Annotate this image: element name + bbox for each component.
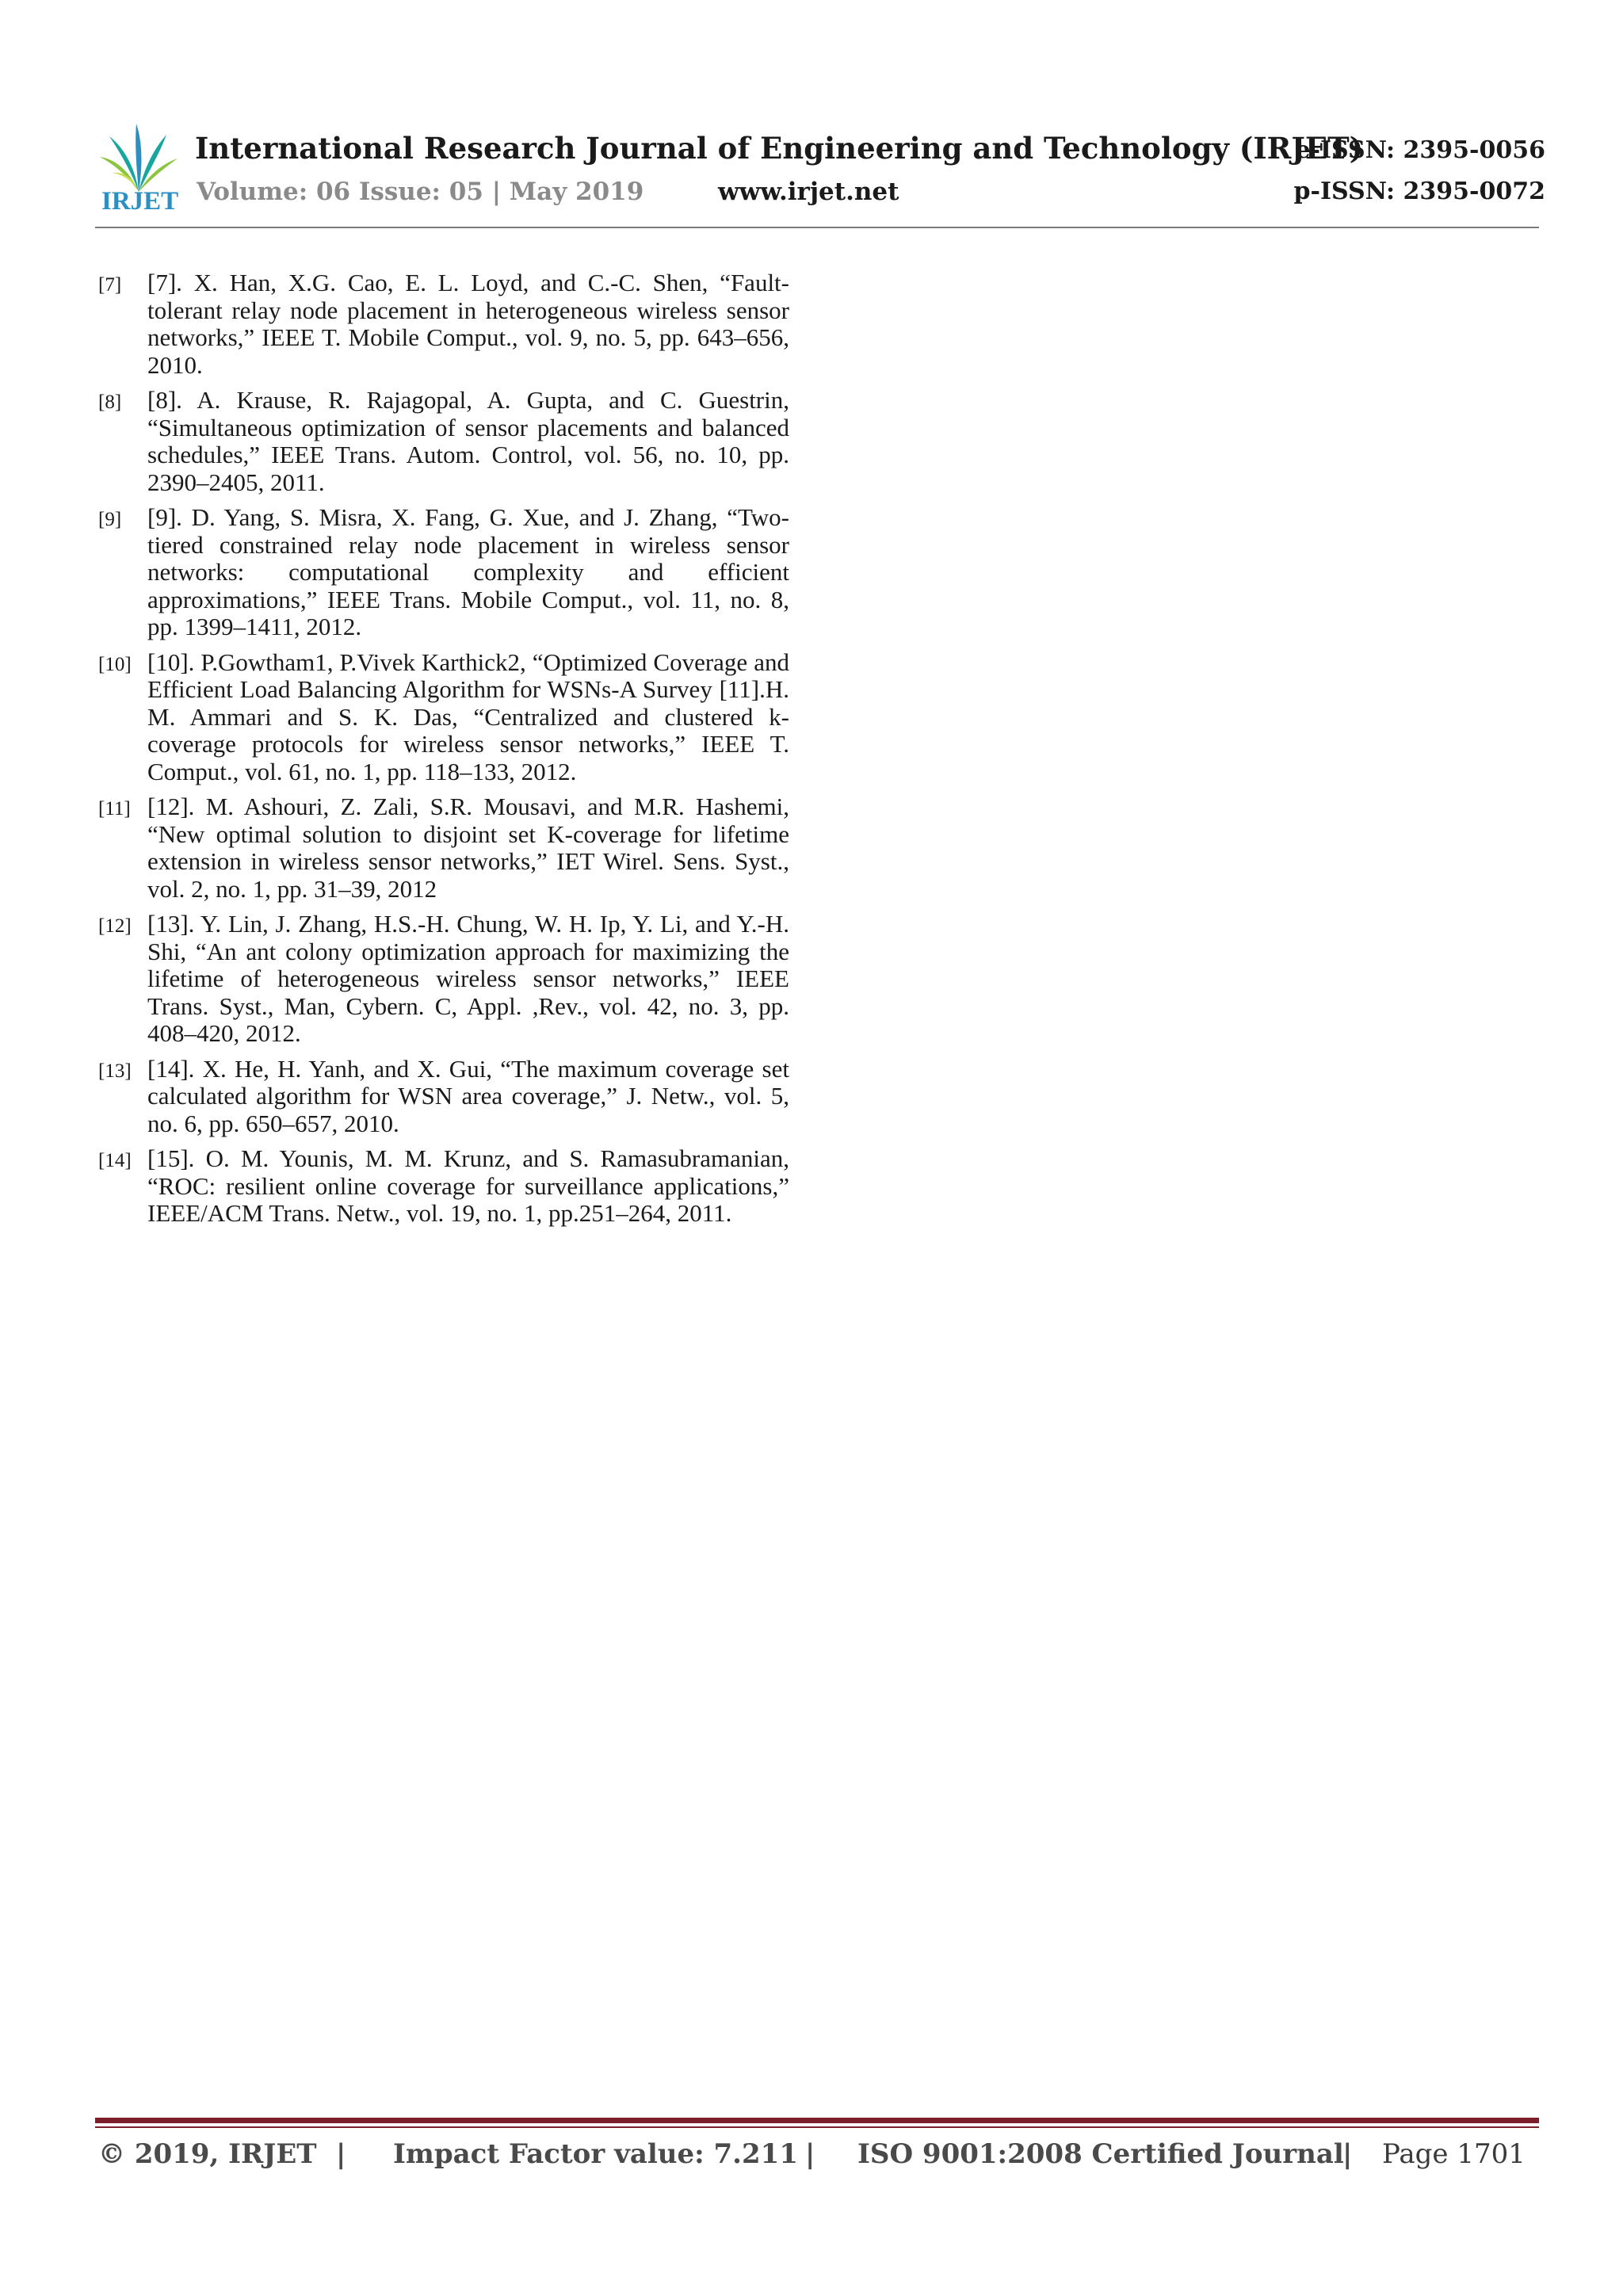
footer-divider-thin [95, 2126, 1539, 2128]
footer-iso-certification: ISO 9001:2008 Certified Journal [857, 2138, 1344, 2170]
footer-separator: | [336, 2138, 346, 2170]
journal-website: www.irjet.net [718, 178, 899, 206]
reference-list [98, 269, 792, 1236]
reference-text: [8]. A. Krause, R. Rajagopal, A. Gupta, and C. Guestrin, “Simultaneous optimization of sensor placements and balanced schedules,” IEEE Trans. Autom. Control, vol. 56, no. 10, pp. 2390–2405, 2011. [147, 386, 789, 496]
reference-item [98, 504, 792, 641]
reference-item [98, 1056, 792, 1138]
header-divider [95, 227, 1539, 228]
reference-number: [10] [98, 653, 132, 675]
reference-item [98, 387, 792, 496]
footer-divider-thick [95, 2118, 1539, 2123]
page-footer [98, 2132, 1539, 2176]
footer-separator: | [1342, 2138, 1353, 2170]
reference-number: [13] [98, 1060, 132, 1082]
reference-text: [15]. O. M. Younis, M. M. Krunz, and S. Ramasubramanian, “ROC: resilient online coverage for surveillance applications,” IEEE/ACM Trans. Netw., vol. 19, no. 1, pp.251–264, 2011. [147, 1144, 789, 1227]
irjet-leaf-icon [95, 119, 182, 198]
footer-copyright: © 2019, IRJET [98, 2138, 317, 2170]
reference-number: [9] [98, 509, 122, 530]
footer-separator: | [805, 2138, 815, 2170]
reference-number: [7] [98, 274, 122, 296]
irjet-logo [95, 119, 182, 218]
reference-number: [11] [98, 798, 131, 819]
reference-text: [7]. X. Han, X.G. Cao, E. L. Loyd, and C.-C. Shen, “Fault-tolerant relay node placement in heterogeneous wireless sensor networks,” IEEE T. Mobile Comput., vol. 9, no. 5, pp. 643–656, 2010. [147, 269, 789, 379]
reference-number: [8] [98, 392, 122, 413]
footer-page-number: Page 1701 [1382, 2138, 1526, 2170]
journal-title: International Research Journal of Engineering and Technology (IRJET) [195, 131, 1364, 166]
p-issn: p-ISSN: 2395-0072 [1293, 178, 1545, 205]
reference-item [98, 793, 792, 903]
reference-text: [13]. Y. Lin, J. Zhang, H.S.-H. Chung, W. H. Ip, Y. Li, and Y.-H. Shi, “An ant colony optimization approach for maximizing the lifetime of heterogeneous wireless sensor networks,” IEEE Trans. Syst., Man, Cybern. C, Appl. ,Rev., vol. 42, no. 3, pp. 408–420, 2012. [147, 910, 789, 1047]
reference-item [98, 269, 792, 379]
reference-item [98, 1145, 792, 1228]
reference-text: [12]. M. Ashouri, Z. Zali, S.R. Mousavi, and M.R. Hashemi, “New optimal solution to disjoint set K-coverage for lifetime extension in wireless sensor networks,” IET Wirel. Sens. Syst., vol. 2, no. 1, pp. 31–39, 2012 [147, 793, 789, 903]
e-issn: e-ISSN: 2395-0056 [1295, 136, 1545, 164]
logo-text: IRJET [101, 187, 179, 216]
reference-number: [14] [98, 1150, 132, 1171]
reference-text: [14]. X. He, H. Yanh, and X. Gui, “The maximum coverage set calculated algorithm for WSN area coverage,” J. Netw., vol. 5, no. 6, pp. 650–657, 2010. [147, 1054, 789, 1137]
reference-number: [12] [98, 915, 132, 937]
reference-text: [9]. D. Yang, S. Misra, X. Fang, G. Xue, and J. Zhang, “Two-tiered constrained relay node placement in wireless sensor networks: computational complexity and efficient approximations,” IEEE Trans. Mobile Comput., vol. 11, no. 8, pp. 1399–1411, 2012. [147, 503, 789, 640]
volume-issue: Volume: 06 Issue: 05 | May 2019 [197, 178, 644, 206]
reference-item [98, 649, 792, 786]
page-header [95, 119, 1545, 230]
footer-impact-factor: Impact Factor value: 7.211 [393, 2138, 798, 2170]
reference-item [98, 911, 792, 1048]
reference-text: [10]. P.Gowtham1, P.Vivek Karthick2, “Optimized Coverage and Efficient Load Balancing Algorithm for WSNs-A Survey [11].H. M. Ammari and S. K. Das, “Centralized and clustered k-coverage protocols for wireless sensor networks,” IEEE T. Comput., vol. 61, no. 1, pp. 118–133, 2012. [147, 648, 789, 785]
